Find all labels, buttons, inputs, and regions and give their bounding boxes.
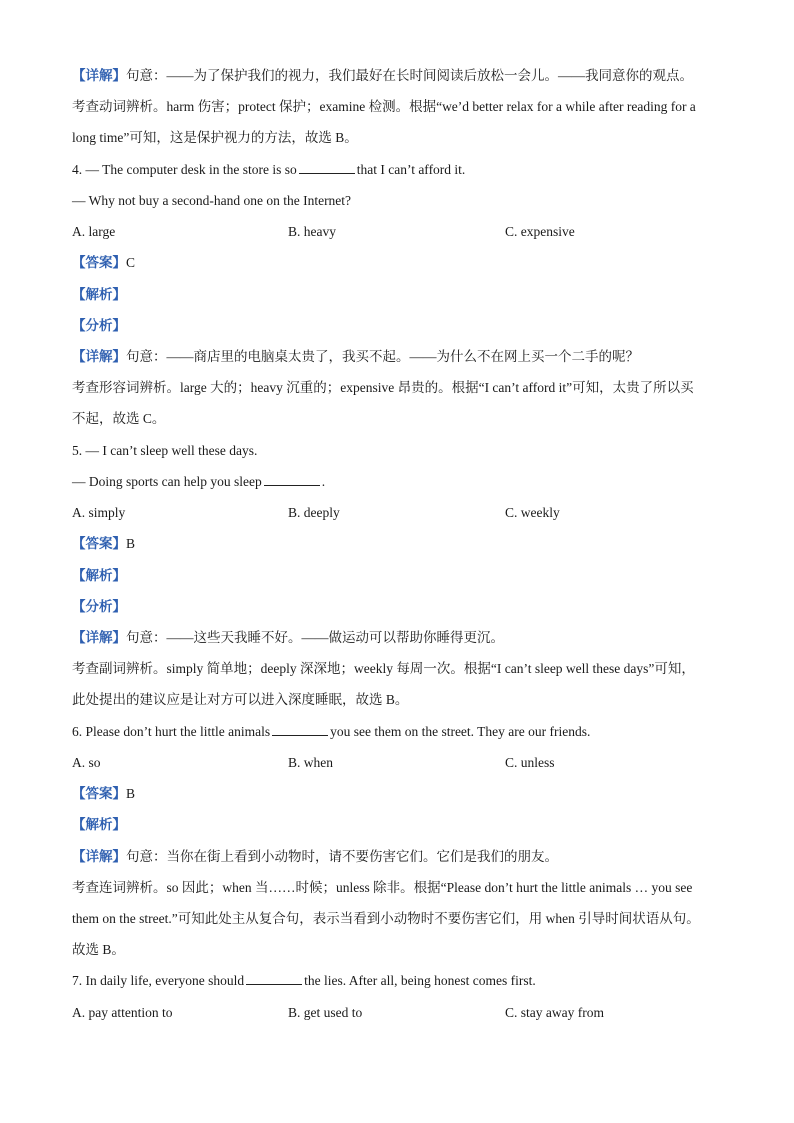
q5-option-b: B. deeply	[288, 505, 340, 520]
fenxi-tag: 【分析】	[72, 599, 126, 614]
q5-stem-1: 5. — I can’t sleep well these days.	[72, 443, 258, 458]
q6-option-c: C. unless	[505, 755, 555, 770]
q7-option-a: A. pay attention to	[72, 1005, 173, 1020]
q5-analysis-1: 考查副词辨析。simply 简单地；deeply 深深地；weekly 每周一次。根据“I can’t sleep well these days”可知，	[72, 661, 695, 676]
q7-option-c: C. stay away from	[505, 1005, 604, 1020]
q5-analysis-2: 此处提出的建议应是让对方可以进入深度睡眠，故选 B。	[72, 692, 409, 707]
q6-stem-before: 6. Please don’t hurt the little animals	[72, 724, 271, 739]
q6-detail-line	[72, 847, 734, 867]
q3-analysis-2: long time”可知，这是保护视力的方法，故选 B。	[72, 130, 358, 145]
q4-option-a: A. large	[72, 224, 116, 239]
q6-analysis-2: them on the street.”可知此处主从复合句，表示当看到小动物时不要伤害它们，用 when 引导时间状语从句。	[72, 911, 700, 926]
q6-stem-after: you see them on the street. They are our friends.	[330, 724, 591, 739]
q7-option-b: B. get used to	[288, 1005, 363, 1020]
q6-stem	[72, 722, 734, 742]
q7-blank	[246, 971, 302, 985]
q5-stem-before: — Doing sports can help you sleep	[72, 474, 262, 489]
q4-option-c: C. expensive	[505, 224, 575, 239]
detail-tag: 【详解】	[72, 68, 126, 83]
q4-stem-before: 4. — The computer desk in the store is so	[72, 162, 297, 177]
q6-option-a: A. so	[72, 755, 101, 770]
q5-jiexi-tag	[72, 566, 734, 586]
answer-tag: 【答案】	[72, 786, 126, 801]
q6-answer-line	[72, 784, 734, 804]
q5-detail-line	[72, 628, 734, 648]
q4-stem-after: that I can’t afford it.	[356, 162, 466, 177]
q4-stem-2: — Why not buy a second-hand one on the Internet?	[72, 193, 352, 208]
jiexi-tag: 【解析】	[72, 568, 126, 583]
q4-stem	[72, 160, 734, 180]
q6-analysis-3: 故选 B。	[72, 942, 125, 957]
answer-tag: 【答案】	[72, 536, 126, 551]
q3-detail-line	[72, 66, 734, 86]
q5-detail: 句意：——这些天我睡不好。——做运动可以帮助你睡得更沉。	[126, 630, 504, 645]
q4-detail-line	[72, 347, 734, 367]
fenxi-tag: 【分析】	[72, 318, 126, 333]
q5-fenxi-tag	[72, 597, 734, 617]
q5-stem-2	[72, 472, 734, 492]
q4-analysis-2: 不起，故选 C。	[72, 411, 166, 426]
q5-stem-after: .	[321, 474, 326, 489]
q6-analysis-1: 考查连词辨析。so 因此；when 当……时候；unless 除非。根据“Please don’t hurt the little animals … you see	[72, 880, 693, 895]
q4-answer: C	[126, 255, 136, 270]
q7-stem	[72, 971, 734, 991]
q5-option-c: C. weekly	[505, 505, 560, 520]
q5-blank	[264, 472, 320, 486]
q4-jiexi-tag	[72, 285, 734, 305]
q7-stem-after: the lies. After all, being honest comes first.	[304, 973, 536, 988]
q5-answer: B	[126, 536, 136, 551]
q6-detail: 句意：当你在街上看到小动物时，请不要伤害它们。它们是我们的朋友。	[126, 849, 558, 864]
q5-answer-line	[72, 534, 734, 554]
q4-analysis-1: 考查形容词辨析。large 大的；heavy 沉重的；expensive 昂贵的。根据“I can’t afford it”可知，太贵了所以买	[72, 380, 694, 395]
q4-option-b: B. heavy	[288, 224, 336, 239]
q6-answer: B	[126, 786, 136, 801]
q4-answer-line	[72, 253, 734, 273]
q6-blank	[272, 722, 328, 736]
q7-stem-before: 7. In daily life, everyone should	[72, 973, 245, 988]
jiexi-tag: 【解析】	[72, 817, 126, 832]
q4-fenxi-tag	[72, 316, 734, 336]
jiexi-tag: 【解析】	[72, 287, 126, 302]
q4-detail: 句意：——商店里的电脑桌太贵了，我买不起。——为什么不在网上买一个二手的呢？	[126, 349, 639, 364]
detail-tag: 【详解】	[72, 349, 126, 364]
q3-analysis-1: 考查动词辨析。harm 伤害；protect 保护；examine 检测。根据“we’d better relax for a while after reading for a	[72, 99, 696, 114]
q5-option-a: A. simply	[72, 505, 126, 520]
detail-tag: 【详解】	[72, 849, 126, 864]
detail-tag: 【详解】	[72, 630, 126, 645]
q4-blank	[299, 160, 355, 174]
q3-detail: 句意：——为了保护我们的视力，我们最好在长时间阅读后放松一会儿。——我同意你的观点。	[126, 68, 693, 83]
answer-tag: 【答案】	[72, 255, 126, 270]
q6-jiexi-tag	[72, 815, 734, 835]
q6-option-b: B. when	[288, 755, 333, 770]
